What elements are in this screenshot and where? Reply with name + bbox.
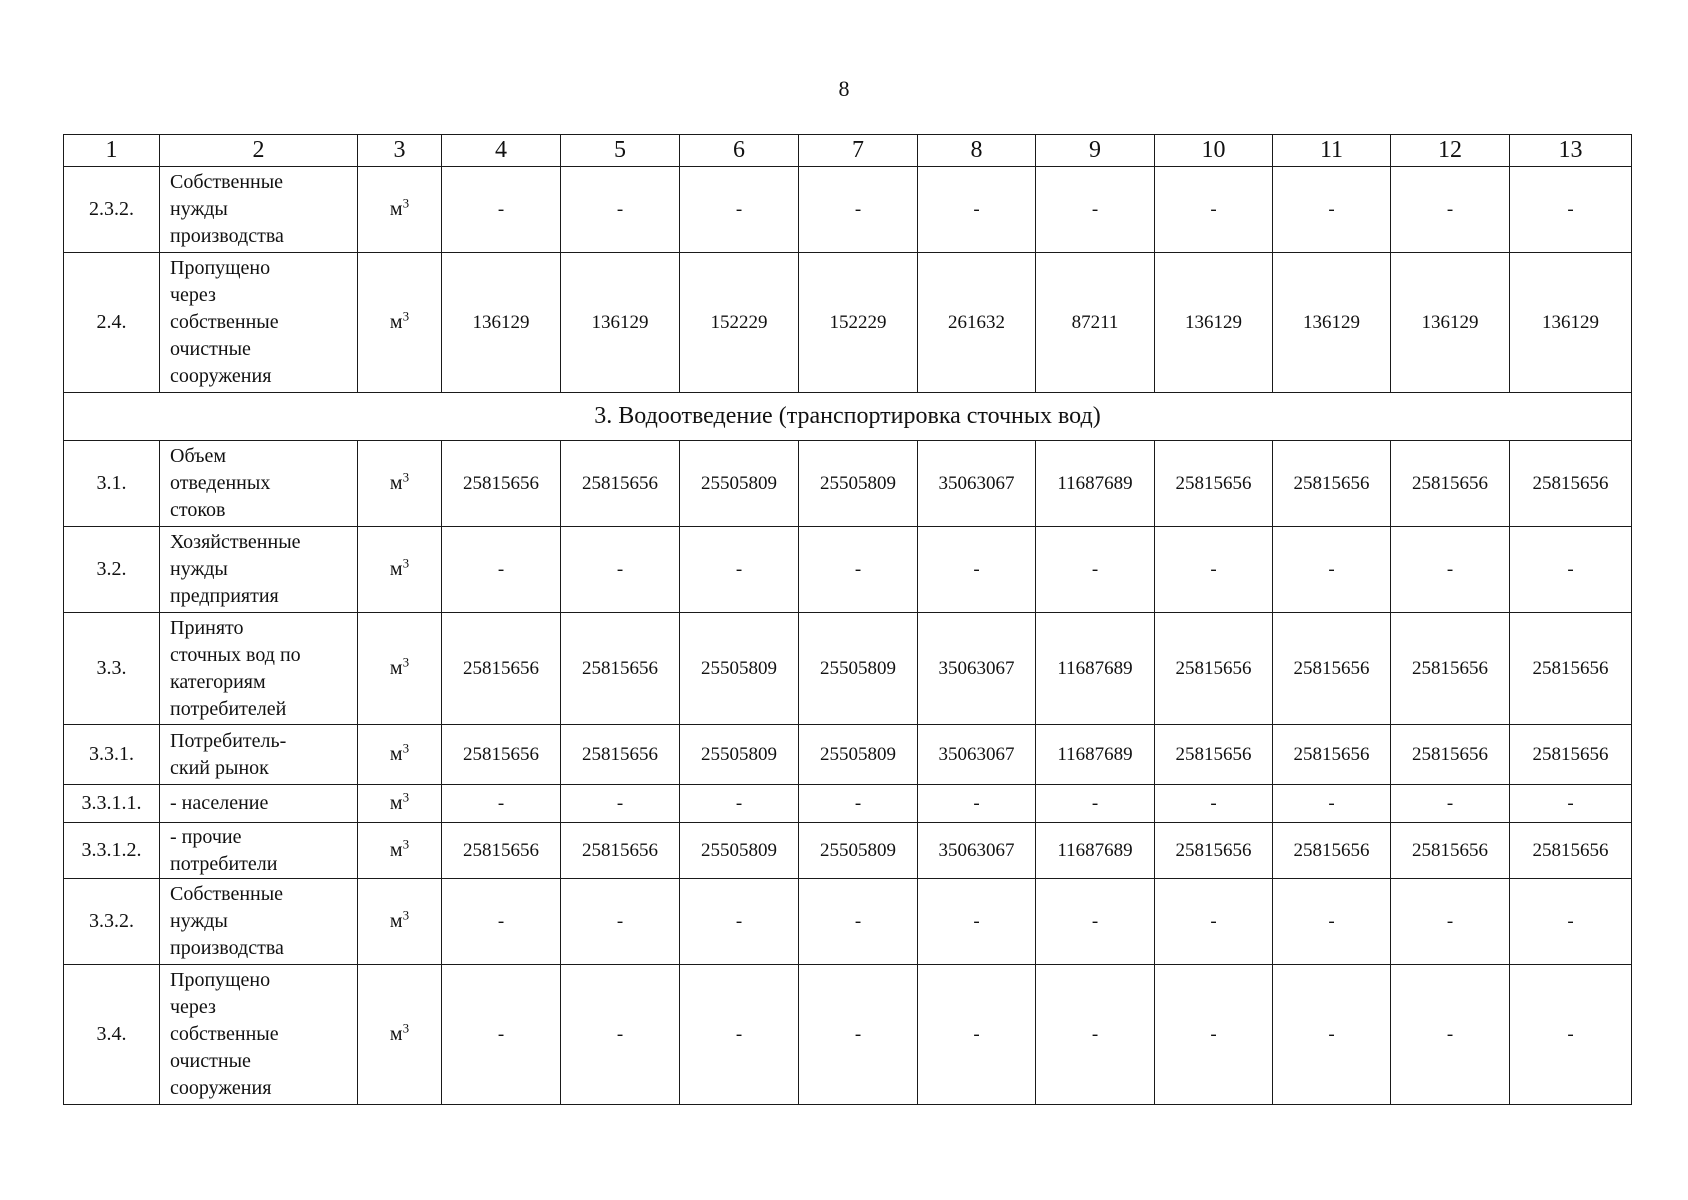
value-cell: - [1391, 167, 1510, 253]
row-name-line: очистные [170, 1050, 251, 1072]
row-name-line: категориям [170, 670, 266, 693]
value-cell: 25815656 [1273, 441, 1391, 527]
value-cell: - [1036, 965, 1155, 1105]
value-cell: 25815656 [1155, 613, 1273, 725]
table-row [64, 527, 1632, 613]
value-cell: 35063067 [918, 725, 1036, 785]
value-cell: 25505809 [680, 823, 799, 879]
unit-power: 3 [402, 836, 410, 852]
table-row [64, 253, 1632, 393]
value-cell: - [442, 527, 561, 613]
value-cell: 136129 [1391, 253, 1510, 393]
unit-power: 3 [402, 469, 410, 485]
value-cell: 25505809 [799, 613, 918, 725]
row-name [160, 253, 358, 393]
value-cell: - [799, 879, 918, 965]
column-header: 3 [358, 135, 442, 167]
value-cell: - [1510, 167, 1632, 253]
row-name-line: нужды [170, 910, 228, 932]
value-cell: 152229 [680, 253, 799, 393]
value-cell: 152229 [799, 253, 918, 393]
value-cell: 25815656 [1510, 613, 1632, 725]
row-code: 3.1. [64, 441, 160, 527]
unit-base: м [389, 198, 403, 220]
value-cell: 25815656 [561, 441, 680, 527]
row-name-line: Собственные [170, 883, 284, 905]
column-header: 12 [1391, 135, 1510, 167]
row-unit [358, 879, 442, 965]
column-header: 8 [918, 135, 1036, 167]
value-cell: 25815656 [561, 823, 680, 879]
unit-power: 3 [402, 308, 410, 324]
row-code: 3.4. [64, 965, 160, 1105]
value-cell: - [799, 527, 918, 613]
value-cell: - [1273, 879, 1391, 965]
column-header: 2 [160, 135, 358, 167]
value-cell: - [1510, 785, 1632, 823]
value-cell: - [1155, 965, 1273, 1105]
table-row [64, 725, 1632, 785]
value-cell: 261632 [918, 253, 1036, 393]
row-code: 3.3.1. [64, 725, 160, 785]
row-name-line: Принято [170, 616, 244, 639]
row-name-line: через [170, 996, 216, 1018]
column-header: 1 [64, 135, 160, 167]
row-name-line: ский рынок [170, 756, 269, 779]
value-cell: 35063067 [918, 823, 1036, 879]
value-cell: 87211 [1036, 253, 1155, 393]
value-cell: - [561, 965, 680, 1105]
column-header: 7 [799, 135, 918, 167]
value-cell: - [1273, 167, 1391, 253]
row-name-line: стоков [170, 499, 226, 521]
value-cell: - [680, 167, 799, 253]
value-cell: 11687689 [1036, 725, 1155, 785]
column-header: 11 [1273, 135, 1391, 167]
value-cell: - [1155, 785, 1273, 823]
row-name-line: потребители [170, 852, 278, 875]
row-unit [358, 613, 442, 725]
value-cell: - [442, 965, 561, 1105]
value-cell: - [918, 965, 1036, 1105]
unit-power: 3 [402, 654, 410, 670]
value-cell: - [1273, 965, 1391, 1105]
row-name [160, 879, 358, 965]
value-cell: - [442, 785, 561, 823]
row-name-line: Потребитель- [170, 729, 287, 752]
page-number: 8 [838, 76, 850, 101]
row-name-line: предприятия [170, 585, 279, 607]
row-unit [358, 785, 442, 823]
value-cell: 25815656 [1391, 725, 1510, 785]
unit-power: 3 [402, 789, 410, 805]
column-header: 9 [1036, 135, 1155, 167]
section-title: 3. Водоотведение (транспортировка сточных вод) [64, 393, 1632, 441]
value-cell: - [1036, 879, 1155, 965]
value-cell: 25505809 [680, 725, 799, 785]
value-cell: 25505809 [799, 725, 918, 785]
value-cell: 25815656 [1391, 613, 1510, 725]
unit-power: 3 [402, 907, 410, 923]
unit-power: 3 [402, 555, 410, 571]
row-name-line: потребителей [170, 697, 287, 720]
value-cell: - [1036, 167, 1155, 253]
row-name [160, 823, 358, 879]
row-name [160, 965, 358, 1105]
row-code: 3.2. [64, 527, 160, 613]
value-cell: 25815656 [1273, 823, 1391, 879]
row-name-line: очистные [170, 338, 251, 360]
row-name-line: Хозяйственные [170, 531, 301, 553]
value-cell: - [918, 879, 1036, 965]
row-name-line: Объем [170, 445, 226, 467]
table-row [64, 823, 1632, 879]
value-cell: - [1273, 785, 1391, 823]
row-name [160, 725, 358, 785]
table-row [64, 785, 1632, 823]
value-cell: - [680, 879, 799, 965]
unit-power: 3 [402, 740, 410, 756]
value-cell: - [1155, 879, 1273, 965]
value-cell: - [1036, 527, 1155, 613]
row-unit [358, 965, 442, 1105]
value-cell: 25505809 [680, 613, 799, 725]
value-cell: - [1510, 879, 1632, 965]
table-row [64, 441, 1632, 527]
value-cell: - [1155, 167, 1273, 253]
row-name-line: сточных вод по [170, 643, 301, 666]
row-name-line: Пропущено [170, 969, 271, 991]
value-cell: - [442, 879, 561, 965]
row-unit [358, 167, 442, 253]
unit-base: м [389, 910, 403, 932]
value-cell: - [561, 785, 680, 823]
value-cell: 11687689 [1036, 441, 1155, 527]
row-name-line: Пропущено [170, 257, 271, 279]
value-cell: - [680, 965, 799, 1105]
row-name-line: - прочие [170, 825, 242, 848]
value-cell: - [918, 785, 1036, 823]
unit-base: м [389, 558, 403, 580]
value-cell: - [561, 167, 680, 253]
row-code: 3.3.1.1. [64, 785, 160, 823]
value-cell: 25815656 [1510, 441, 1632, 527]
row-unit [358, 823, 442, 879]
row-name-line: производства [170, 225, 284, 247]
table-row [64, 167, 1632, 253]
unit-base: м [389, 1023, 403, 1045]
value-cell: 25815656 [442, 441, 561, 527]
value-cell: - [799, 965, 918, 1105]
value-cell: - [1391, 527, 1510, 613]
row-name-line: собственные [170, 311, 279, 333]
column-header: 13 [1510, 135, 1632, 167]
value-cell: - [918, 527, 1036, 613]
value-cell: - [799, 167, 918, 253]
row-name-line: производства [170, 937, 284, 959]
value-cell: - [680, 527, 799, 613]
value-cell: 136129 [1273, 253, 1391, 393]
value-cell: - [561, 527, 680, 613]
value-cell: 11687689 [1036, 613, 1155, 725]
row-name-line: Собственные [170, 171, 284, 193]
value-cell: - [561, 879, 680, 965]
value-cell: 25815656 [1155, 441, 1273, 527]
row-unit [358, 527, 442, 613]
value-cell: - [1036, 785, 1155, 823]
unit-base: м [389, 743, 403, 765]
row-name-line: сооружения [170, 365, 272, 387]
value-cell: 136129 [561, 253, 680, 393]
value-cell: 25815656 [1510, 823, 1632, 879]
row-code: 3.3.1.2. [64, 823, 160, 879]
row-unit [358, 253, 442, 393]
row-name-line: через [170, 284, 216, 306]
table-body [64, 135, 1632, 1105]
value-cell: 11687689 [1036, 823, 1155, 879]
row-name-line: нужды [170, 558, 228, 580]
row-name-line: отведенных [170, 472, 271, 494]
row-name [160, 527, 358, 613]
unit-base: м [389, 839, 403, 861]
row-name [160, 613, 358, 725]
row-name-line: - население [170, 792, 269, 814]
value-cell: 25505809 [799, 441, 918, 527]
value-cell: 25815656 [442, 613, 561, 725]
value-cell: - [1273, 527, 1391, 613]
column-number-row [64, 135, 1632, 167]
value-cell: 25815656 [1391, 823, 1510, 879]
value-cell: - [918, 167, 1036, 253]
value-cell: 136129 [1510, 253, 1632, 393]
value-cell: 136129 [1155, 253, 1273, 393]
value-cell: - [680, 785, 799, 823]
column-header: 5 [561, 135, 680, 167]
row-code: 3.3.2. [64, 879, 160, 965]
value-cell: - [442, 167, 561, 253]
row-name-line: сооружения [170, 1077, 272, 1099]
value-cell: 25815656 [1273, 725, 1391, 785]
column-header: 4 [442, 135, 561, 167]
row-name-line: нужды [170, 198, 228, 220]
value-cell: - [1155, 527, 1273, 613]
value-cell: 25815656 [561, 725, 680, 785]
value-cell: 25815656 [561, 613, 680, 725]
value-cell: - [799, 785, 918, 823]
row-unit [358, 725, 442, 785]
unit-base: м [389, 792, 403, 814]
column-header: 10 [1155, 135, 1273, 167]
row-unit [358, 441, 442, 527]
value-cell: - [1391, 879, 1510, 965]
value-cell: 25815656 [442, 725, 561, 785]
value-cell: 35063067 [918, 441, 1036, 527]
section-header-row [64, 393, 1632, 441]
value-cell: - [1391, 785, 1510, 823]
value-cell: - [1391, 965, 1510, 1105]
row-name [160, 441, 358, 527]
unit-base: м [389, 311, 403, 333]
row-code: 2.3.2. [64, 167, 160, 253]
value-cell: 35063067 [918, 613, 1036, 725]
unit-base: м [389, 657, 403, 679]
value-cell: 25815656 [1510, 725, 1632, 785]
table-row [64, 879, 1632, 965]
table-row [64, 613, 1632, 725]
value-cell: 25505809 [680, 441, 799, 527]
row-code: 2.4. [64, 253, 160, 393]
value-cell: 25815656 [442, 823, 561, 879]
unit-power: 3 [402, 1020, 410, 1036]
row-code: 3.3. [64, 613, 160, 725]
unit-power: 3 [402, 195, 410, 211]
column-header: 6 [680, 135, 799, 167]
value-cell: - [1510, 527, 1632, 613]
table-row [64, 965, 1632, 1105]
row-name [160, 167, 358, 253]
unit-base: м [389, 472, 403, 494]
data-table [63, 134, 1632, 1105]
value-cell: 25505809 [799, 823, 918, 879]
value-cell: 25815656 [1391, 441, 1510, 527]
value-cell: 25815656 [1155, 725, 1273, 785]
value-cell: - [1510, 965, 1632, 1105]
value-cell: 25815656 [1273, 613, 1391, 725]
row-name-line: собственные [170, 1023, 279, 1045]
value-cell: 136129 [442, 253, 561, 393]
row-name [160, 785, 358, 823]
value-cell: 25815656 [1155, 823, 1273, 879]
